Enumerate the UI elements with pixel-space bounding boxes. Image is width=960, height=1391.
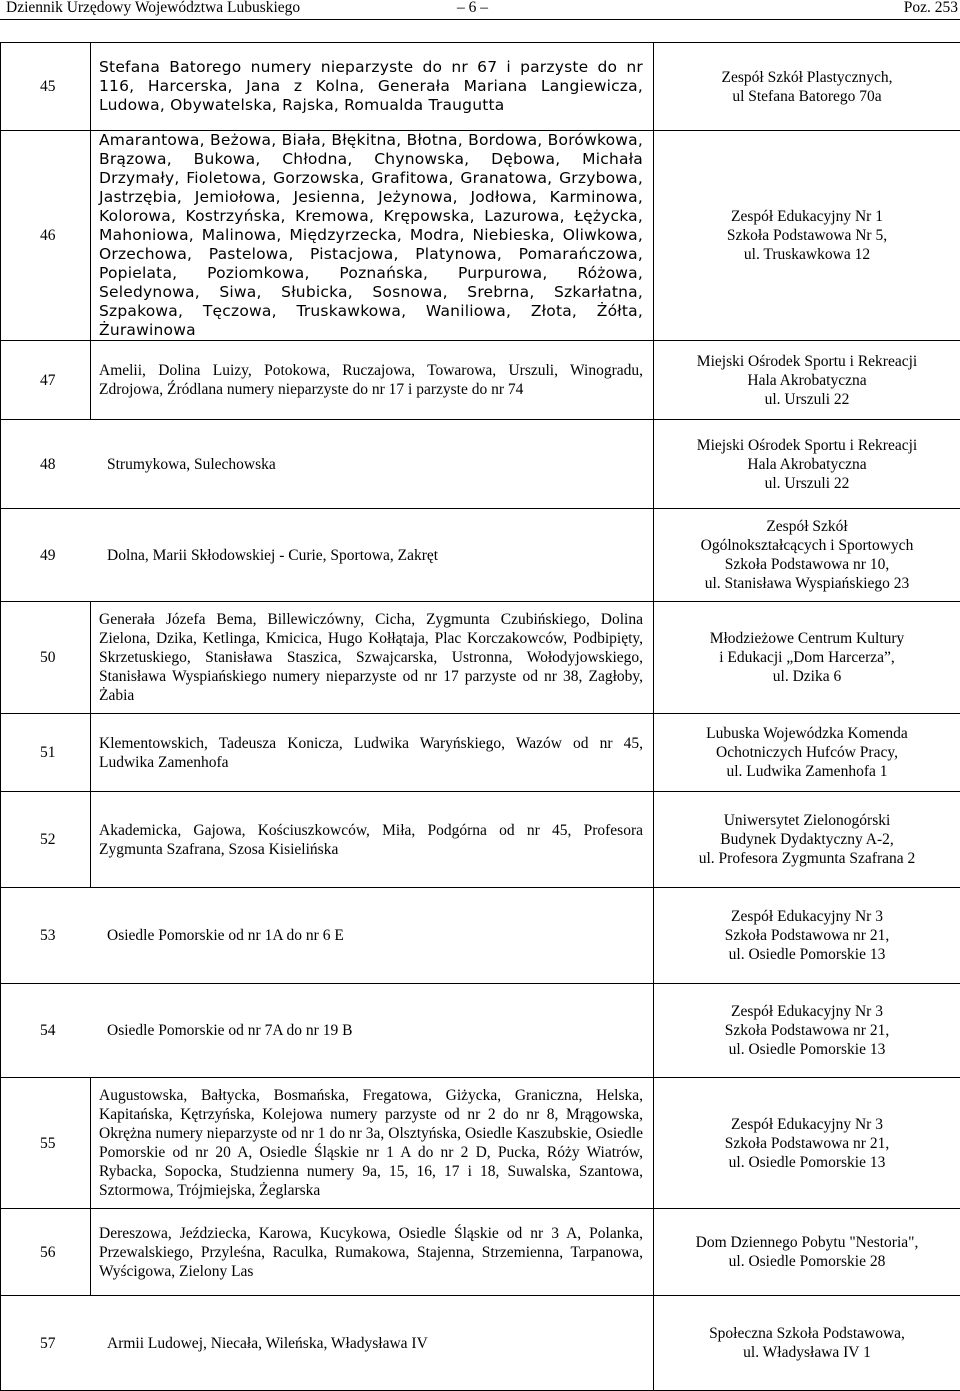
- table-row: [1, 131, 960, 341]
- station-line: Zespół Edukacyjny Nr 3: [654, 907, 960, 926]
- polling-station: [654, 509, 960, 602]
- station-line: Hala Akrobatyczna: [654, 455, 960, 474]
- district-number: 45: [1, 43, 91, 131]
- table-row: [1, 792, 960, 888]
- table-row: [1, 341, 960, 420]
- district-number: 51: [1, 714, 91, 792]
- district-number: 50: [1, 602, 91, 714]
- station-line: Zespół Edukacyjny Nr 3: [654, 1002, 960, 1021]
- station-line: ul. Osiedle Pomorskie 28: [654, 1252, 960, 1271]
- position-number: Poz. 253: [904, 0, 958, 16]
- station-line: Zespół Edukacyjny Nr 3: [654, 1115, 960, 1134]
- district-number: 48: [40, 455, 107, 474]
- street-list: Akademicka, Gajowa, Kościuszkowców, Miła, Podgórna od nr 45, Profesora Zygmunta Szafrana, Szosa Kisielińska: [91, 792, 654, 888]
- station-line: Miejski Ośrodek Sportu i Rekreacji: [654, 436, 960, 455]
- district-number: 46: [1, 131, 91, 341]
- district-number: 49: [40, 546, 107, 565]
- table-row: [1, 888, 960, 984]
- street-list: Dereszowa, Jeździecka, Karowa, Kucykowa, Osiedle Śląskie od nr 3 A, Polanka, Przewalskiego, Przyleśna, Raculka, Rumakowa, Stajenna, Strzemienna, Tarpanowa, Wyścigowa, Zielony Las: [91, 1209, 654, 1296]
- table-row: [1, 714, 960, 792]
- polling-station: [654, 602, 960, 714]
- polling-station: [654, 1296, 960, 1391]
- station-line: ul. Władysława IV 1: [654, 1343, 960, 1362]
- table-row: [1, 509, 960, 602]
- street-list: Augustowska, Bałtycka, Bosmańska, Fregatowa, Giżycka, Graniczna, Helska, Kapitańska, Kętrzyńska, Kolejowa numery parzyste od nr 2 do nr 8, Mrągowska, Okrężna numery nieparzyste od nr 1 do nr 3a, Olsztyńska, Osiedle Kaszubskie, Osiedle Pomorskie od nr 20 A, Osiedle Śląskie nr 1 A do nr 2 D, Pucka, Róży Wiatrów, Rybacka, Sopocka, Studzienna numery 9a, 15, 16, 17 i 18, Suwalska, Szantowa, Sztormowa, Trójmiejska, Żeglarska: [91, 1078, 654, 1209]
- polling-station: [654, 792, 960, 888]
- header-rule: [0, 19, 960, 20]
- station-line: ul. Osiedle Pomorskie 13: [654, 1153, 960, 1172]
- district-number: 52: [1, 792, 91, 888]
- station-line: ul. Urszuli 22: [654, 474, 960, 493]
- station-line: Społeczna Szkoła Podstawowa,: [654, 1324, 960, 1343]
- street-list: Klementowskich, Tadeusza Konicza, Ludwika Waryńskiego, Wazów od nr 45, Ludwika Zamenhofa: [91, 714, 654, 792]
- polling-station: [654, 714, 960, 792]
- street-list: Generała Józefa Bema, Billewiczówny, Cicha, Zygmunta Czubińskiego, Dolina Zielona, Dzika, Ketlinga, Kmicica, Hugo Kołłątaja, Plac Korczakowców, Podbipięty, Skrzetuskiego, Stanisława Staszica, Szwajcarska, Ustronna, Wołodyjowskiego, Stanisława Wyspiańskiego numery nieparzyste od nr 17 parzyste od nr 38, Zagłoby, Żabia: [91, 602, 654, 714]
- station-line: Hala Akrobatyczna: [654, 371, 960, 390]
- table-row: [1, 984, 960, 1078]
- page-header: [0, 0, 960, 22]
- street-list: Osiedle Pomorskie od nr 1A do nr 6 E: [107, 927, 344, 944]
- district-number: 47: [1, 341, 91, 420]
- street-list: Osiedle Pomorskie od nr 7A do nr 19 B: [107, 1022, 352, 1039]
- station-line: ul. Osiedle Pomorskie 13: [654, 945, 960, 964]
- station-line: ul. Profesora Zygmunta Szafrana 2: [654, 849, 960, 868]
- street-list: Amelii, Dolina Luizy, Potokowa, Ruczajowa, Towarowa, Urszuli, Winogradu, Zdrojowa, Źródlana numery nieparzyste do nr 17 i parzyste do nr 74: [91, 341, 654, 420]
- district-entry: [1, 984, 654, 1078]
- station-line: Budynek Dydaktyczny A-2,: [654, 830, 960, 849]
- polling-station: [654, 131, 960, 341]
- station-line: Ogólnokształcących i Sportowych: [654, 536, 960, 555]
- street-list: Stefana Batorego numery nieparzyste do nr 67 i parzyste do nr 116, Harcerska, Jana z Kolna, Generała Mariana Langiewicza, Ludowa, Obywatelska, Rajska, Romualda Traugutta: [91, 43, 654, 131]
- polling-station: [654, 1078, 960, 1209]
- polling-station: [654, 420, 960, 509]
- district-table: [0, 42, 960, 1391]
- table-row: [1, 1209, 960, 1296]
- station-line: ul. Stanisława Wyspiańskiego 23: [654, 574, 960, 593]
- station-line: i Edukacji „Dom Harcerza”,: [654, 648, 960, 667]
- polling-station: [654, 43, 960, 131]
- station-line: Zespół Szkół Plastycznych,: [654, 68, 960, 87]
- district-number: 56: [1, 1209, 91, 1296]
- street-list: Strumykowa, Sulechowska: [107, 456, 276, 473]
- station-line: ul. Truskawkowa 12: [654, 245, 960, 264]
- district-number: 54: [40, 1021, 107, 1040]
- street-list: Amarantowa, Beżowa, Biała, Błękitna, Błotna, Bordowa, Borówkowa, Brązowa, Bukowa, Chłodna, Chynowska, Dębowa, Michała Drzymały, Fioletowa, Gorzowska, Grafitowa, Granatowa, Grzybowa, Jastrzębia, Jemiołowa, Jesienna, Jeżynowa, Jodłowa, Karminowa, Kolorowa, Kostrzyńska, Kremowa, Krępowska, Lazurowa, Łężycka, Mahoniowa, Malinowa, Międzyrzecka, Modra, Niebieska, Oliwkowa, Orzechowa, Pastelowa, Pistacjowa, Platynowa, Pomarańczowa, Popielata, Poziomkowa, Poznańska, Purpurowa, Różowa, Seledynowa, Siwa, Słubicka, Sosnowa, Srebrna, Szkarłatna, Szpakowa, Tęczowa, Truskawkowa, Waniliowa, Złota, Żółta, Żurawinowa: [91, 131, 654, 341]
- table-row: [1, 43, 960, 131]
- station-line: Dom Dziennego Pobytu "Nestoria",: [654, 1233, 960, 1252]
- polling-station: [654, 984, 960, 1078]
- station-line: ul. Urszuli 22: [654, 390, 960, 409]
- station-line: Szkoła Podstawowa nr 21,: [654, 1134, 960, 1153]
- station-line: ul. Osiedle Pomorskie 13: [654, 1040, 960, 1059]
- station-line: Szkoła Podstawowa nr 21,: [654, 1021, 960, 1040]
- station-line: Zespół Szkół: [654, 517, 960, 536]
- station-line: Miejski Ośrodek Sportu i Rekreacji: [654, 352, 960, 371]
- station-line: Szkoła Podstawowa Nr 5,: [654, 226, 960, 245]
- table-row: [1, 1296, 960, 1391]
- district-number: 55: [1, 1078, 91, 1209]
- station-line: ul. Ludwika Zamenhofa 1: [654, 762, 960, 781]
- table-row: [1, 420, 960, 509]
- page-number: – 6 –: [457, 0, 488, 16]
- station-line: Ochotniczych Hufców Pracy,: [654, 743, 960, 762]
- table-row: [1, 602, 960, 714]
- table-row: [1, 1078, 960, 1209]
- station-line: ul. Dzika 6: [654, 667, 960, 686]
- street-list: Dolna, Marii Skłodowskiej - Curie, Sportowa, Zakręt: [107, 547, 438, 564]
- station-line: Lubuska Wojewódzka Komenda: [654, 724, 960, 743]
- polling-station: [654, 341, 960, 420]
- district-number: 53: [40, 926, 107, 945]
- district-entry: [1, 888, 654, 984]
- station-line: Szkoła Podstawowa nr 21,: [654, 926, 960, 945]
- district-number: 57: [40, 1334, 107, 1353]
- district-entry: [1, 509, 654, 602]
- polling-station: [654, 888, 960, 984]
- station-line: Uniwersytet Zielonogórski: [654, 811, 960, 830]
- station-line: ul Stefana Batorego 70a: [654, 87, 960, 106]
- polling-station: [654, 1209, 960, 1296]
- station-line: Zespół Edukacyjny Nr 1: [654, 207, 960, 226]
- station-line: Szkoła Podstawowa nr 10,: [654, 555, 960, 574]
- station-line: Młodzieżowe Centrum Kultury: [654, 629, 960, 648]
- district-entry: [1, 420, 654, 509]
- journal-title: Dziennik Urzędowy Województwa Lubuskiego: [6, 0, 300, 16]
- district-entry: [1, 1296, 654, 1391]
- street-list: Armii Ludowej, Niecała, Wileńska, Władysława IV: [107, 1335, 428, 1352]
